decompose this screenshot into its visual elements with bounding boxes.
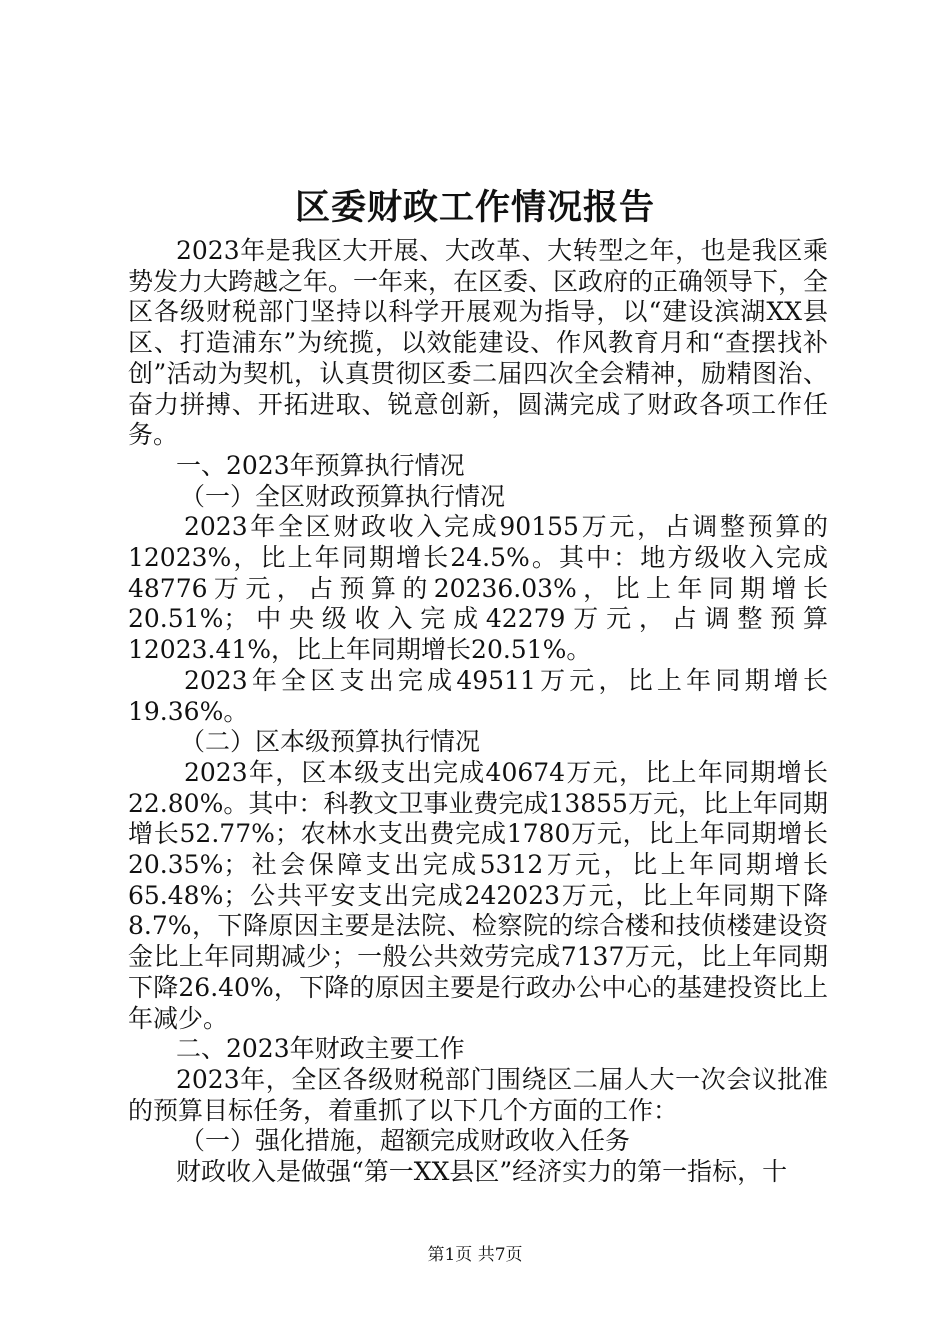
main-work-paragraph: 2023年，全区各级财税部门围绕区二届人大一次会议批准的预算目标任务，着重抓了以下几个方面的工作： [128, 1064, 828, 1125]
subsection-heading-district-level: （二）区本级预算执行情况 [180, 727, 481, 757]
document-body [128, 236, 828, 1188]
page-number-footer: 第1页 共7页 [427, 1245, 523, 1265]
intro-paragraph: 2023年是我区大开展、大改革、大转型之年，也是我区乘势发力大跨越之年。一年来，在区委、区政府的正确领导下，全区各级财税部门坚持以科学开展观为指导，以“建设滨湖XX县区、打造浦东”为统揽，以效能建设、作风教育月和“查摆找补创”活动为契机，认真贯彻区委二届四次全会精神，励精图治、奋力拼搏、开拓进取、锐意创新，圆满完成了财政各项工作任务。 [128, 236, 829, 450]
expenditure-paragraph: 2023年全区支出完成49511万元，比上年同期增长19.36%。 [128, 665, 828, 726]
subsection-heading-measures: （一）强化措施，超额完成财政收入任务 [180, 1126, 631, 1156]
district-level-paragraph: 2023年，区本级支出完成40674万元，比上年同期增长22.80%。其中：科教文卫事业费完成13855万元，比上年同期增长52.77%；农林水支出费完成1780万元，比上年同期增长20.35%；社会保障支出完成5312万元，比上年同期增长65.48%；公共平安支出完成242023万元，比上年同期下降8.7%，下降原因主要是法院、检察院的综合楼和技侦楼建设资金比上年同期减少；一般公共效劳完成7137万元，比上年同期下降26.40%，下降的原因主要是行政办公中心的基建投资比上年减少。 [128, 757, 828, 1033]
subsection-heading-district-budget: （一）全区财政预算执行情况 [180, 481, 506, 511]
revenue-importance-paragraph: 财政收入是做强“第一XX县区”经济实力的第一指标，十 [176, 1157, 788, 1187]
revenue-paragraph: 2023年全区财政收入完成90155万元，占调整预算的12023%，比上年同期增长24.5%。其中：地方级收入完成48776万元，占预算的20236.03%，比上年同期增长20.51%；中央级收入完成42279万元，占调整预算12023.41%，比上年同期增长20.51%。 [128, 512, 828, 665]
section-heading-main-work: 二、2023年财政主要工作 [176, 1034, 465, 1064]
section-heading-budget: 一、2023年预算执行情况 [176, 450, 465, 480]
document-title: 区委财政工作情况报告 [294, 187, 655, 228]
